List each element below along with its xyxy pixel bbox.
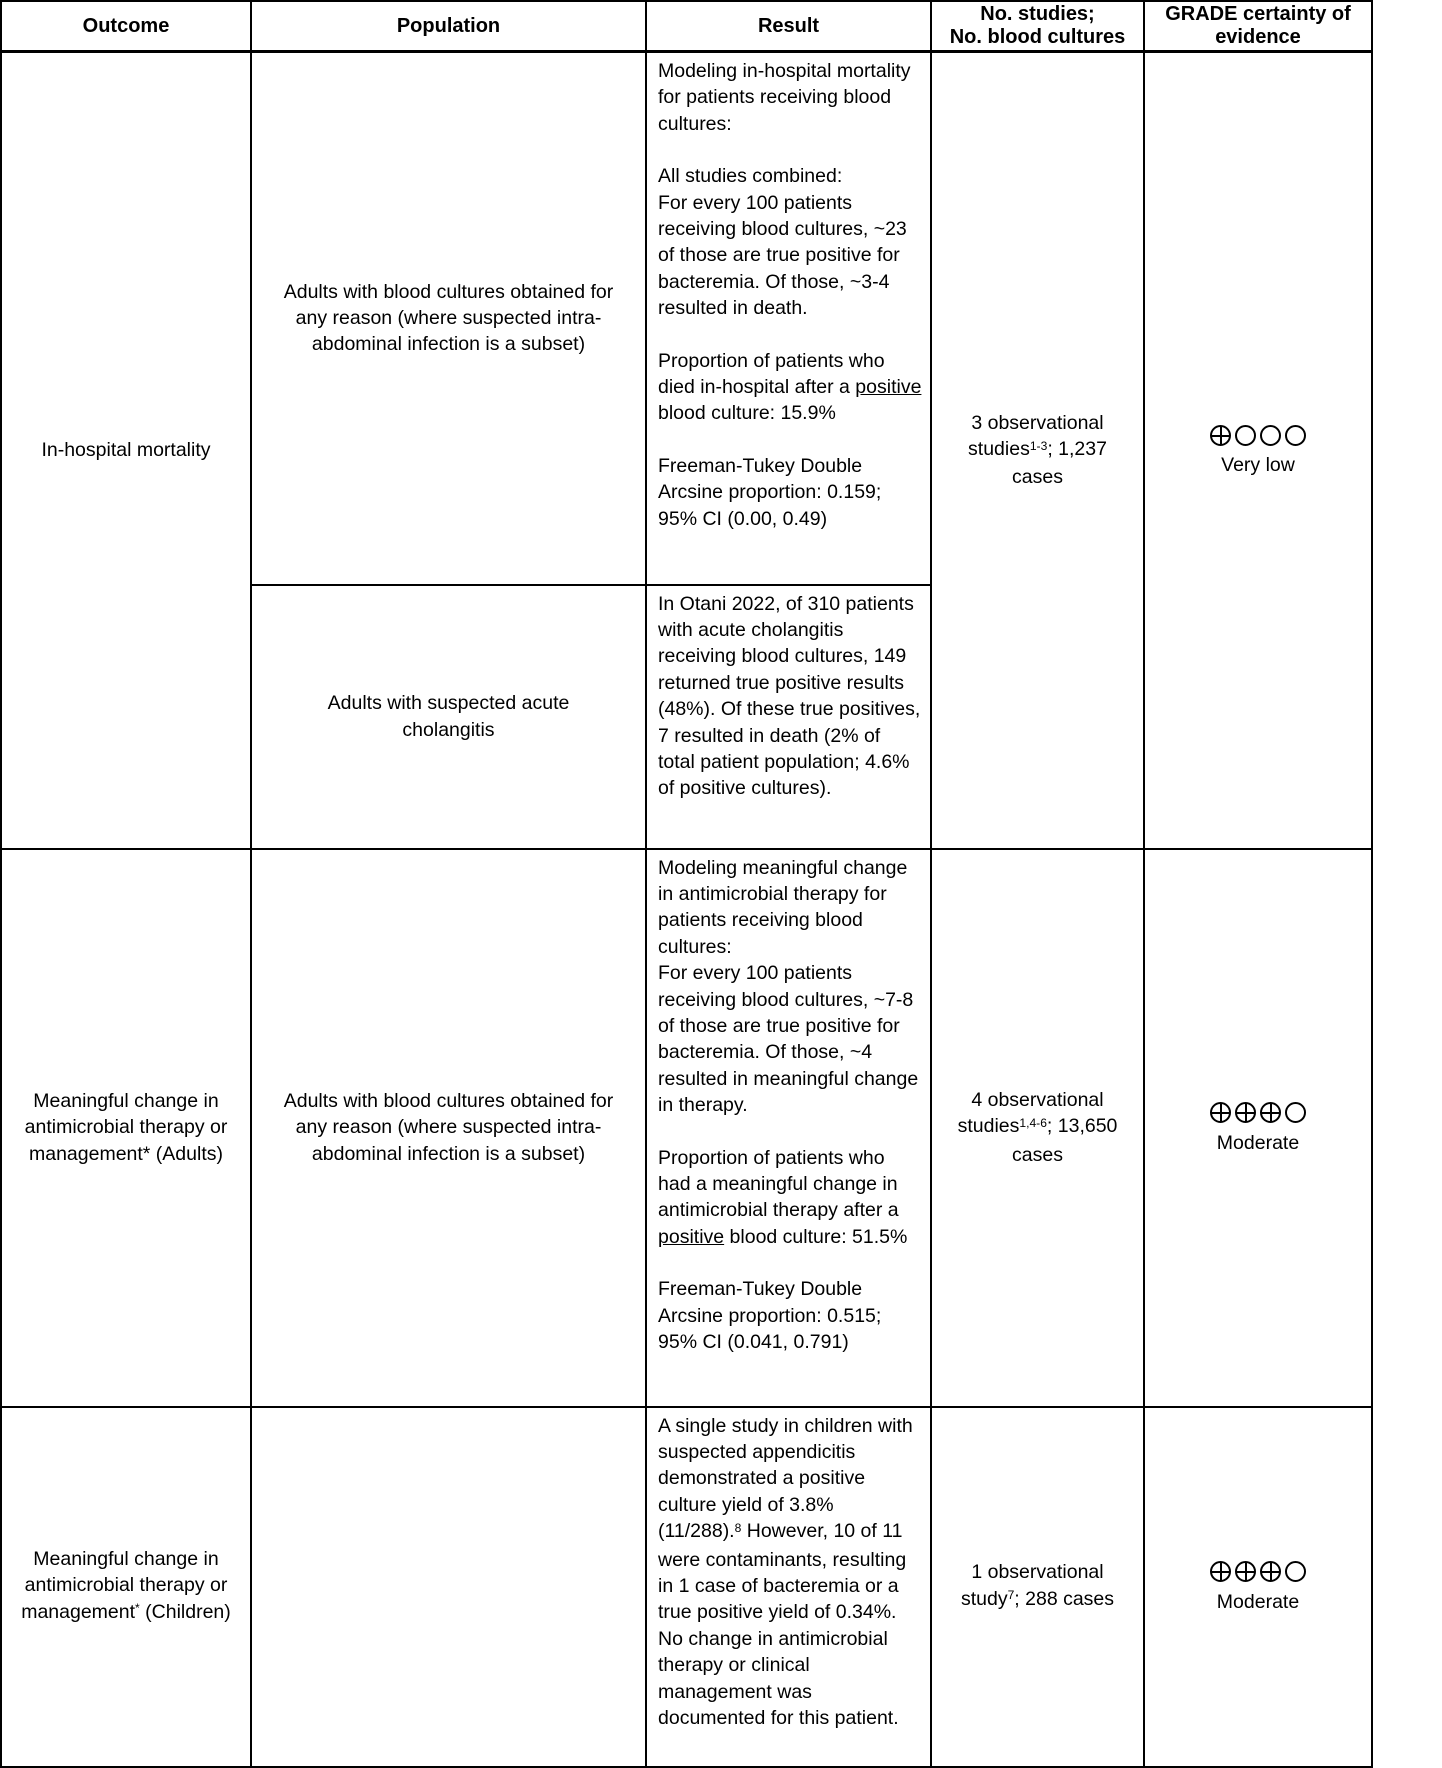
header-row bbox=[1, 1, 1372, 52]
outcome-cell-meaningful-change-adults: Meaningful change in antimicrobial therapy or management* (Adults) bbox=[1, 849, 251, 1407]
row-meaningful-change-children bbox=[1, 1407, 1372, 1767]
grade-empty-circle-icon bbox=[1285, 1561, 1306, 1582]
grade-empty-circle-icon bbox=[1285, 1102, 1306, 1123]
row-meaningful-change-adults bbox=[1, 849, 1372, 1407]
grade-empty-circle-icon bbox=[1235, 425, 1256, 446]
grade-filled-circle-icon bbox=[1260, 1561, 1281, 1582]
result-cell-mortality-modeling: Modeling in-hospital mortality for patients receiving blood cultures: All studies combined: For every 100 patients receiving blood cultures, ~23 of those are true positive for bacteremia. Of those, ~3-4 resulted in death. Proportion of patients who died in-hospital after a positive blood culture: 15.9% Freeman-Tukey Double Arcsine proportion: 0.159; 95% CI (0.00, 0.49) bbox=[646, 52, 931, 585]
header-outcome: Outcome bbox=[1, 1, 251, 52]
outcome-cell-meaningful-change-children: Meaningful change in antimicrobial therapy or management* (Children) bbox=[1, 1407, 251, 1767]
grade-filled-circle-icon bbox=[1210, 1561, 1231, 1582]
population-cell-cholangitis bbox=[251, 585, 646, 849]
result-cell-therapy-change-children: A single study in children with suspected appendicitis demonstrated a positive culture yield of 3.8% (11/288).$^8$ However, 10 of 11 were contaminants, resulting in 1 case of bacteremia or a true positive yield of 0.34%. No change in antimicrobial therapy or clinical management was documented for this patient. bbox=[646, 1407, 931, 1767]
grade-filled-circle-icon bbox=[1235, 1102, 1256, 1123]
header-result: Result bbox=[646, 1, 931, 52]
outcome-cell-in-hospital-mortality: In-hospital mortality bbox=[1, 52, 251, 849]
population-text: Adults with blood cultures obtained for any reason (where suspected intra-abdominal infection is a subset) bbox=[283, 280, 614, 356]
grade-symbols bbox=[1153, 1558, 1363, 1584]
grade-cell-moderate-adults bbox=[1144, 849, 1372, 1407]
grade-cell-very-low bbox=[1144, 52, 1372, 849]
header-no-studies: No. studies; No. blood cultures bbox=[931, 1, 1144, 52]
grade-empty-circle-icon bbox=[1260, 425, 1281, 446]
grade-filled-circle-icon bbox=[1210, 425, 1231, 446]
population-cell-any-reason-adults bbox=[251, 849, 646, 1407]
grade-label: Moderate bbox=[1216, 1131, 1300, 1154]
row-in-hospital-mortality bbox=[1, 52, 1372, 585]
result-cell-therapy-change-adults: Modeling meaningful change in antimicrobial therapy for patients receiving blood cultures: For every 100 patients receiving blood cultures, ~7-8 of those are true positive for bacteremia. Of those, ~4 resulted in meaningful change in therapy. Proportion of patients who had a meaningful change in antimicrobial therapy after a positive blood culture: 51.5% Freeman-Tukey Double Arcsine proportion: 0.515; 95% CI (0.041, 0.791) bbox=[646, 849, 931, 1407]
grade-filled-circle-icon bbox=[1235, 1561, 1256, 1582]
population-text: Adults with suspected acute cholangitis bbox=[327, 692, 570, 741]
header-population: Population bbox=[251, 1, 646, 52]
population-cell-any-reason bbox=[251, 52, 646, 585]
grade-label: Moderate bbox=[1216, 1590, 1300, 1613]
grade-filled-circle-icon bbox=[1210, 1102, 1231, 1123]
grade-empty-circle-icon bbox=[1285, 425, 1306, 446]
studies-cell-therapy-change-adults: 4 observational studies$^{1,4-6}$; 13,650 cases bbox=[931, 849, 1144, 1407]
studies-cell-mortality: 3 observational studies$^{1-3}$; 1,237 cases bbox=[931, 52, 1144, 849]
header-grade-certainty: GRADE certainty of evidence bbox=[1144, 1, 1372, 52]
grade-filled-circle-icon bbox=[1260, 1102, 1281, 1123]
grade-cell-moderate-children bbox=[1144, 1407, 1372, 1767]
population-cell-empty bbox=[251, 1407, 646, 1767]
grade-symbols bbox=[1153, 422, 1363, 448]
result-cell-otani: In Otani 2022, of 310 patients with acute cholangitis receiving blood cultures, 149 returned true positive results (48%). Of these true positives, 7 resulted in death (2% of total patient population; 4.6% of positive cultures). bbox=[646, 585, 931, 849]
studies-cell-therapy-change-children: 1 observational study$^7$; 288 cases bbox=[931, 1407, 1144, 1767]
grade-label: Very low bbox=[1221, 454, 1295, 477]
population-text: Adults with blood cultures obtained for any reason (where suspected intra-abdominal infection is a subset) bbox=[283, 1089, 614, 1165]
grade-symbols bbox=[1153, 1099, 1363, 1125]
